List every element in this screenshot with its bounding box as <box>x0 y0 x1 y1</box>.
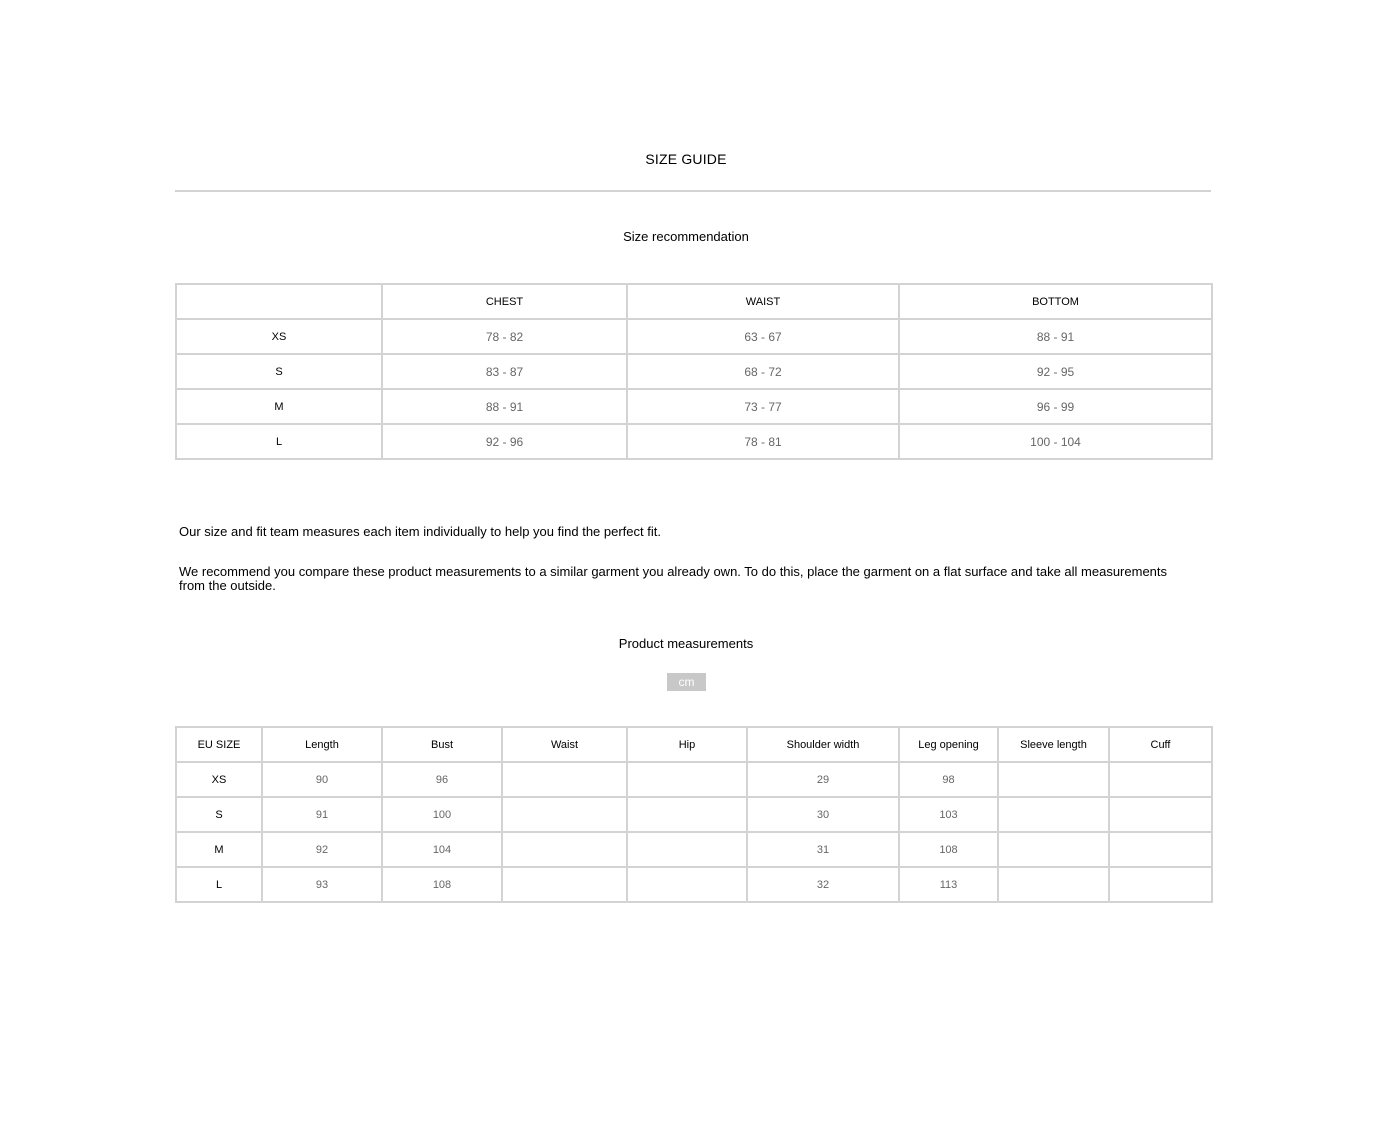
shoulder-width-cell: 32 <box>747 867 899 902</box>
size-cell: XS <box>176 319 382 354</box>
cuff-cell <box>1109 797 1212 832</box>
table-row <box>176 797 1212 832</box>
bottom-cell: 100 - 104 <box>899 424 1212 459</box>
measuring-instructions-paragraph: We recommend you compare these product measurements to a similar garment you already own. To do this, place the garment on a flat surface and take all measurements from the outside. <box>179 564 1168 593</box>
length-cell: 92 <box>262 832 382 867</box>
size-cell: M <box>176 832 262 867</box>
waist-cell: 78 - 81 <box>627 424 899 459</box>
leg-opening-cell: 108 <box>899 832 998 867</box>
column-header-bust: Bust <box>382 727 502 762</box>
table-row <box>176 832 1212 867</box>
cuff-cell <box>1109 762 1212 797</box>
length-cell: 93 <box>262 867 382 902</box>
column-header-sleeve-length: Sleeve length <box>998 727 1109 762</box>
table-row <box>176 389 1212 424</box>
chest-cell: 83 - 87 <box>382 354 627 389</box>
size-recommendation-table <box>175 283 1213 460</box>
sleeve-length-cell <box>998 762 1109 797</box>
shoulder-width-cell: 29 <box>747 762 899 797</box>
page-title: SIZE GUIDE <box>645 151 727 167</box>
column-header-chest: CHEST <box>382 284 627 319</box>
fit-intro-paragraph: Our size and fit team measures each item individually to help you find the perfect fit. <box>179 524 661 539</box>
bust-cell: 104 <box>382 832 502 867</box>
product-measurements-table <box>175 726 1213 903</box>
column-header-cuff: Cuff <box>1109 727 1212 762</box>
hip-cell <box>627 797 747 832</box>
size-recommendation-title: Size recommendation <box>623 229 749 244</box>
table-row <box>176 424 1212 459</box>
hip-cell <box>627 762 747 797</box>
bust-cell: 108 <box>382 867 502 902</box>
hip-cell <box>627 832 747 867</box>
table-row <box>176 762 1212 797</box>
column-header-leg-opening: Leg opening <box>899 727 998 762</box>
unit-badge: cm <box>667 673 706 691</box>
product-measurements-title: Product measurements <box>618 636 754 651</box>
hip-cell <box>627 867 747 902</box>
chest-cell: 92 - 96 <box>382 424 627 459</box>
size-cell: L <box>176 867 262 902</box>
waist-cell: 63 - 67 <box>627 319 899 354</box>
table-row <box>176 319 1212 354</box>
leg-opening-cell: 98 <box>899 762 998 797</box>
waist-cell: 68 - 72 <box>627 354 899 389</box>
bottom-cell: 88 - 91 <box>899 319 1212 354</box>
bust-cell: 96 <box>382 762 502 797</box>
bottom-cell: 92 - 95 <box>899 354 1212 389</box>
size-cell: XS <box>176 762 262 797</box>
chest-cell: 78 - 82 <box>382 319 627 354</box>
waist-cell <box>502 762 627 797</box>
title-divider <box>175 190 1211 192</box>
column-header-waist: WAIST <box>627 284 899 319</box>
cuff-cell <box>1109 832 1212 867</box>
table-row <box>176 867 1212 902</box>
size-cell: M <box>176 389 382 424</box>
table-header-row <box>176 727 1212 762</box>
sleeve-length-cell <box>998 832 1109 867</box>
table-header-row <box>176 284 1212 319</box>
length-cell: 91 <box>262 797 382 832</box>
sleeve-length-cell <box>998 867 1109 902</box>
size-cell: S <box>176 797 262 832</box>
column-header-bottom: BOTTOM <box>899 284 1212 319</box>
chest-cell: 88 - 91 <box>382 389 627 424</box>
size-cell: L <box>176 424 382 459</box>
leg-opening-cell: 103 <box>899 797 998 832</box>
shoulder-width-cell: 31 <box>747 832 899 867</box>
shoulder-width-cell: 30 <box>747 797 899 832</box>
waist-cell <box>502 797 627 832</box>
bottom-cell: 96 - 99 <box>899 389 1212 424</box>
sleeve-length-cell <box>998 797 1109 832</box>
waist-cell: 73 - 77 <box>627 389 899 424</box>
column-header-eu-size: EU SIZE <box>176 727 262 762</box>
column-header-hip: Hip <box>627 727 747 762</box>
waist-cell <box>502 867 627 902</box>
column-header-waist: Waist <box>502 727 627 762</box>
waist-cell <box>502 832 627 867</box>
column-header <box>176 284 382 319</box>
bust-cell: 100 <box>382 797 502 832</box>
cuff-cell <box>1109 867 1212 902</box>
size-cell: S <box>176 354 382 389</box>
column-header-length: Length <box>262 727 382 762</box>
table-row <box>176 354 1212 389</box>
length-cell: 90 <box>262 762 382 797</box>
leg-opening-cell: 113 <box>899 867 998 902</box>
column-header-shoulder-width: Shoulder width <box>747 727 899 762</box>
